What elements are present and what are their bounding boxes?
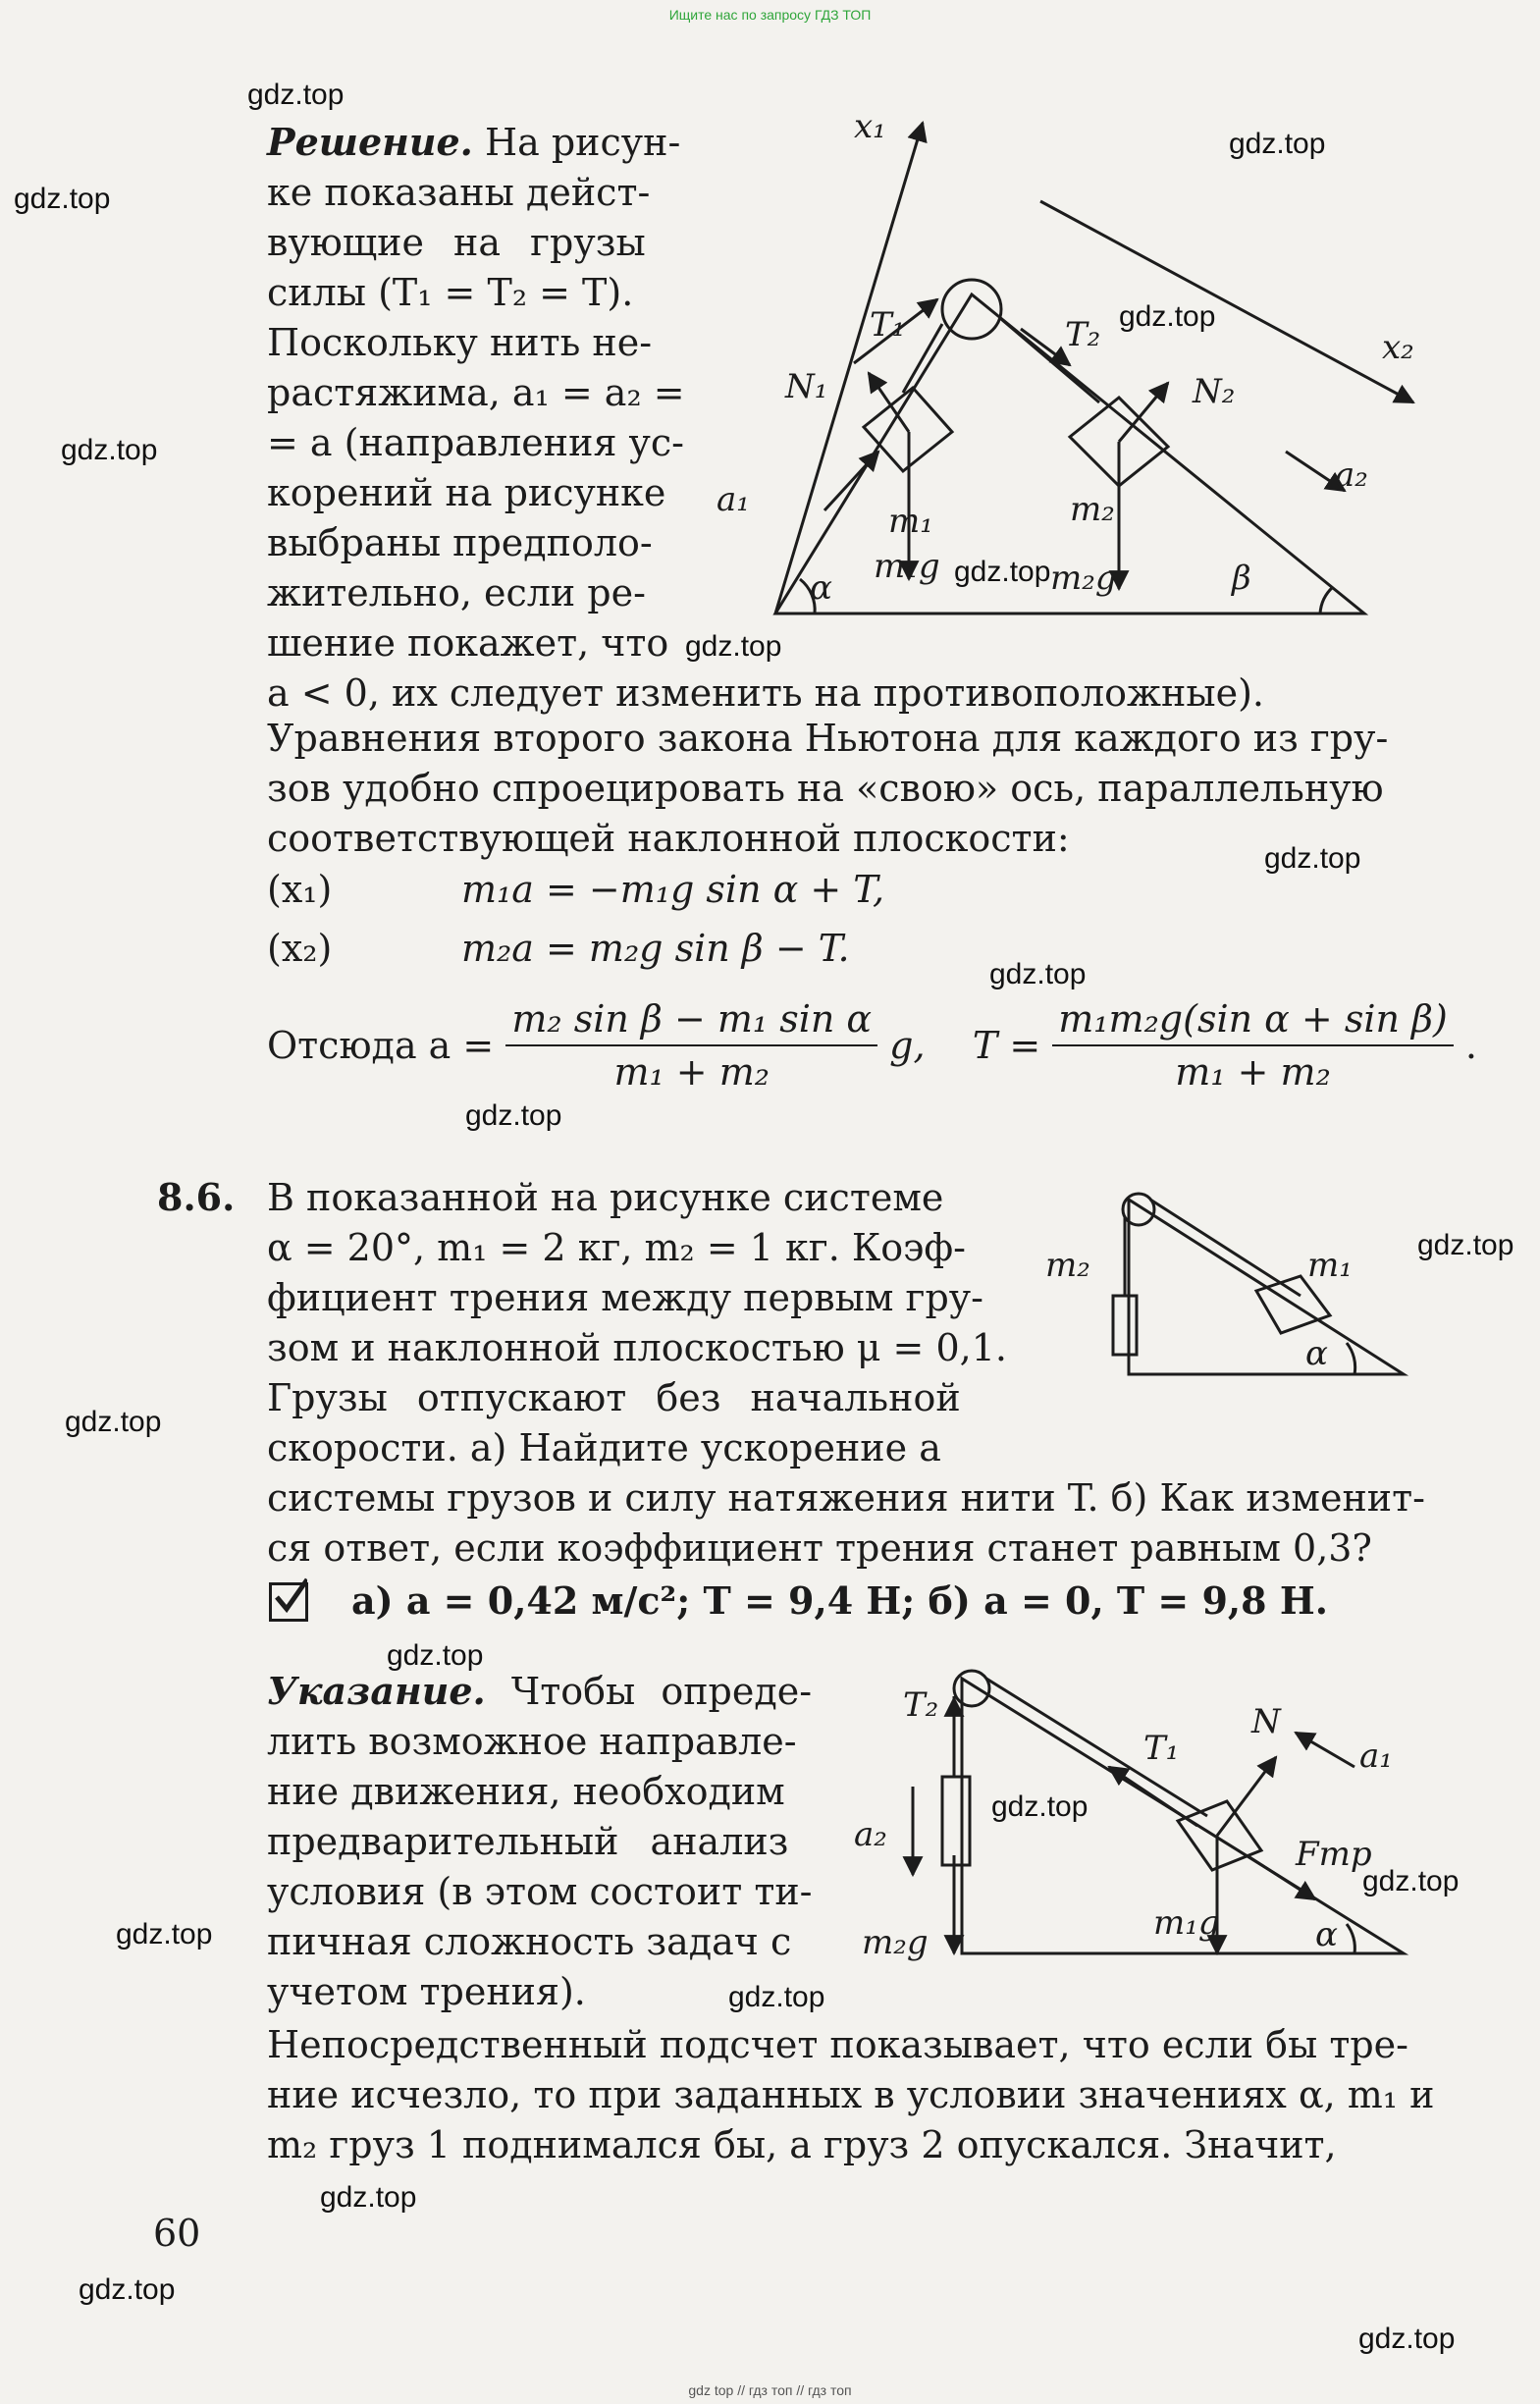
N-arrow — [1217, 1757, 1276, 1836]
a1-arrow — [1296, 1733, 1354, 1767]
watermark: gdz.top — [954, 556, 1051, 588]
problem-line: фициент трения между первым гру- — [267, 1276, 983, 1319]
m1-label: m₁ — [1307, 1246, 1353, 1285]
watermark: gdz.top — [1119, 300, 1216, 333]
watermark: gdz.top — [320, 2181, 417, 2214]
solution-line: силы (T₁ = T₂ = T). — [267, 271, 634, 314]
hint-line: ние исчезло, то при заданных в условии значениях α, m₁ и — [267, 2073, 1435, 2116]
a1-arrow — [824, 452, 878, 510]
eq1-axis: (x₁) — [267, 868, 333, 911]
watermark: gdz.top — [387, 1639, 484, 1672]
problem-line: зом и наклонной плоскостью μ = 0,1. — [267, 1326, 1007, 1369]
watermark: gdz.top — [1358, 2323, 1456, 2355]
a1-label: a₁ — [717, 480, 750, 519]
result-a-den: m₁ + m₂ — [613, 1050, 770, 1094]
watermark: gdz.top — [465, 1099, 562, 1132]
answer-check-icon — [269, 1582, 308, 1622]
m2-label: m₂ — [1070, 490, 1115, 529]
alpha-label: α — [1305, 1334, 1328, 1373]
hint-line: предварительный анализ — [267, 1820, 789, 1863]
solution-line: Поскольку нить не- — [267, 321, 653, 364]
m1g-label: m₁g — [1153, 1903, 1220, 1943]
T1-arrow — [1109, 1767, 1197, 1826]
T2-label: T₂ — [1065, 315, 1101, 354]
pulley-circle — [954, 1671, 989, 1706]
watermark: gdz.top — [1362, 1865, 1460, 1897]
eq2: m₂a = m₂g sin β − T. — [461, 927, 850, 970]
figure-incline-forces — [844, 1659, 1423, 1983]
solution-line: шение покажет, что — [267, 621, 669, 665]
figure-incline-hanging — [1031, 1178, 1413, 1384]
watermark: gdz.top — [65, 1406, 162, 1438]
header-bar: Ищите нас по запросу ГДЗ ТОП — [668, 7, 872, 23]
x1-label: x₁ — [854, 108, 886, 146]
alpha-arc — [1347, 1343, 1355, 1374]
beta-arc — [1320, 587, 1333, 614]
answer: а) a = 0,42 м/с²; T = 9,4 Н; б) a = 0, T = 9,8 Н. — [351, 1578, 1328, 1623]
m2g-label: m₂g — [1050, 559, 1117, 598]
result-T-fraction — [1052, 997, 1454, 1094]
a2-label: a₂ — [854, 1815, 887, 1854]
page-number: 60 — [153, 2212, 201, 2255]
block-m2 — [1113, 1296, 1137, 1355]
watermark: gdz.top — [247, 79, 345, 111]
solution-line: корений на рисунке — [267, 471, 666, 514]
solution-line: Уравнения второго закона Ньютона для каждого из гру- — [267, 717, 1389, 760]
hint-line: ние движения, необходим — [267, 1770, 785, 1813]
T2-label: T₂ — [903, 1685, 939, 1725]
solution-line: = a (направления ус- — [267, 421, 684, 464]
solution-line: Решение. На рисун- — [267, 120, 681, 164]
T1-label: T₁ — [1143, 1729, 1180, 1768]
T2-arrow — [1021, 329, 1070, 365]
hint-line: условия (в этом состоит ти- — [267, 1870, 813, 1913]
block-m2 — [942, 1777, 970, 1865]
problem-line: системы грузов и силу натяжения нити T. б) Как изменит- — [267, 1476, 1425, 1520]
problem-line: α = 20°, m₁ = 2 кг, m₂ = 1 кг. Коэф- — [267, 1226, 966, 1269]
solution-line: растяжима, a₁ = a₂ = — [267, 371, 685, 414]
alpha-label: α — [810, 568, 832, 608]
figure-two-inclines — [677, 108, 1443, 628]
hint-line: пичная сложность задач с — [267, 1920, 792, 1963]
watermark: gdz.top — [1229, 128, 1326, 160]
result-T-prefix: T = — [972, 1024, 1041, 1067]
eq2-axis: (x₂) — [267, 927, 333, 970]
N1-label: N₁ — [785, 367, 828, 406]
solution-line: жительно, если ре- — [267, 571, 646, 614]
hint-line: лить возможное направле- — [267, 1720, 797, 1763]
N2-label: N₂ — [1193, 372, 1236, 411]
a1-label: a₁ — [1359, 1736, 1393, 1776]
x2-label: x₂ — [1382, 328, 1414, 367]
problem-line: В показанной на рисунке системе — [267, 1176, 944, 1219]
solution-line: a < 0, их следует изменить на противоположные). — [267, 671, 1264, 715]
a2-label: a₂ — [1335, 455, 1368, 495]
solution-line: вующие на грузы — [267, 221, 646, 264]
result-formula — [267, 997, 1477, 1094]
watermark: gdz.top — [1264, 842, 1361, 875]
watermark: gdz.top — [116, 1918, 213, 1950]
result-T-num: m₁m₂g(sin α + sin β) — [1052, 997, 1454, 1046]
alpha-label: α — [1315, 1915, 1338, 1954]
m2g-label: m₂g — [862, 1923, 929, 1962]
hint-line: Указание. Чтобы опреде- — [267, 1669, 813, 1713]
watermark: gdz.top — [14, 183, 111, 215]
result-T-suffix: . — [1464, 1024, 1478, 1067]
footer-bar: gdz top // гдз топ // гдз топ — [688, 2382, 852, 2398]
hint-line: учетом трения). — [267, 1970, 586, 2013]
watermark: gdz.top — [989, 958, 1087, 990]
problem-line: скорости. а) Найдите ускорение a — [267, 1426, 941, 1469]
solution-line: зов удобно спроецировать на «свою» ось, параллельную — [267, 767, 1384, 810]
result-prefix: Отсюда a = — [267, 1024, 495, 1067]
hint-line: Непосредственный подсчет показывает, что если бы тре- — [267, 2023, 1409, 2066]
beta-label: β — [1232, 559, 1251, 598]
eq1: m₁a = −m₁g sin α + T, — [461, 868, 885, 911]
m2-label: m₂ — [1045, 1246, 1090, 1285]
problem-number: 8.6. — [157, 1175, 236, 1219]
watermark: gdz.top — [728, 1981, 825, 2013]
N1-arrow — [869, 373, 909, 432]
result-a-num: m₂ sin β − m₁ sin α — [505, 997, 877, 1046]
result-a-suffix: g, — [889, 1024, 926, 1067]
pulley-circle — [942, 280, 1001, 339]
solution-line: соответствующей наклонной плоскости: — [267, 817, 1070, 860]
block-m1 — [1178, 1801, 1261, 1870]
N-label: N — [1251, 1702, 1281, 1741]
problem-line: Грузы отпускают без начальной — [267, 1376, 961, 1419]
solution-line: ке показаны дейст- — [267, 171, 651, 214]
result-a-fraction — [505, 997, 877, 1094]
m1g-label: m₁g — [874, 547, 940, 586]
watermark: gdz.top — [61, 434, 158, 466]
problem-line: ся ответ, если коэффициент трения станет равным 0,3? — [267, 1526, 1372, 1570]
result-T-den: m₁ + m₂ — [1175, 1050, 1331, 1094]
watermark: gdz.top — [79, 2273, 176, 2306]
solution-line: выбраны предполо- — [267, 521, 653, 564]
hint-line: m₂ груз 1 поднимался бы, а груз 2 опускался. Значит, — [267, 2123, 1337, 2166]
watermark: gdz.top — [1417, 1229, 1514, 1261]
watermark: gdz.top — [991, 1790, 1089, 1823]
watermark: gdz.top — [685, 630, 782, 663]
T1-label: T₁ — [870, 305, 906, 345]
Ftr-label: Fтр — [1296, 1835, 1372, 1874]
m1-label: m₁ — [888, 502, 933, 541]
alpha-arc — [1347, 1924, 1354, 1953]
